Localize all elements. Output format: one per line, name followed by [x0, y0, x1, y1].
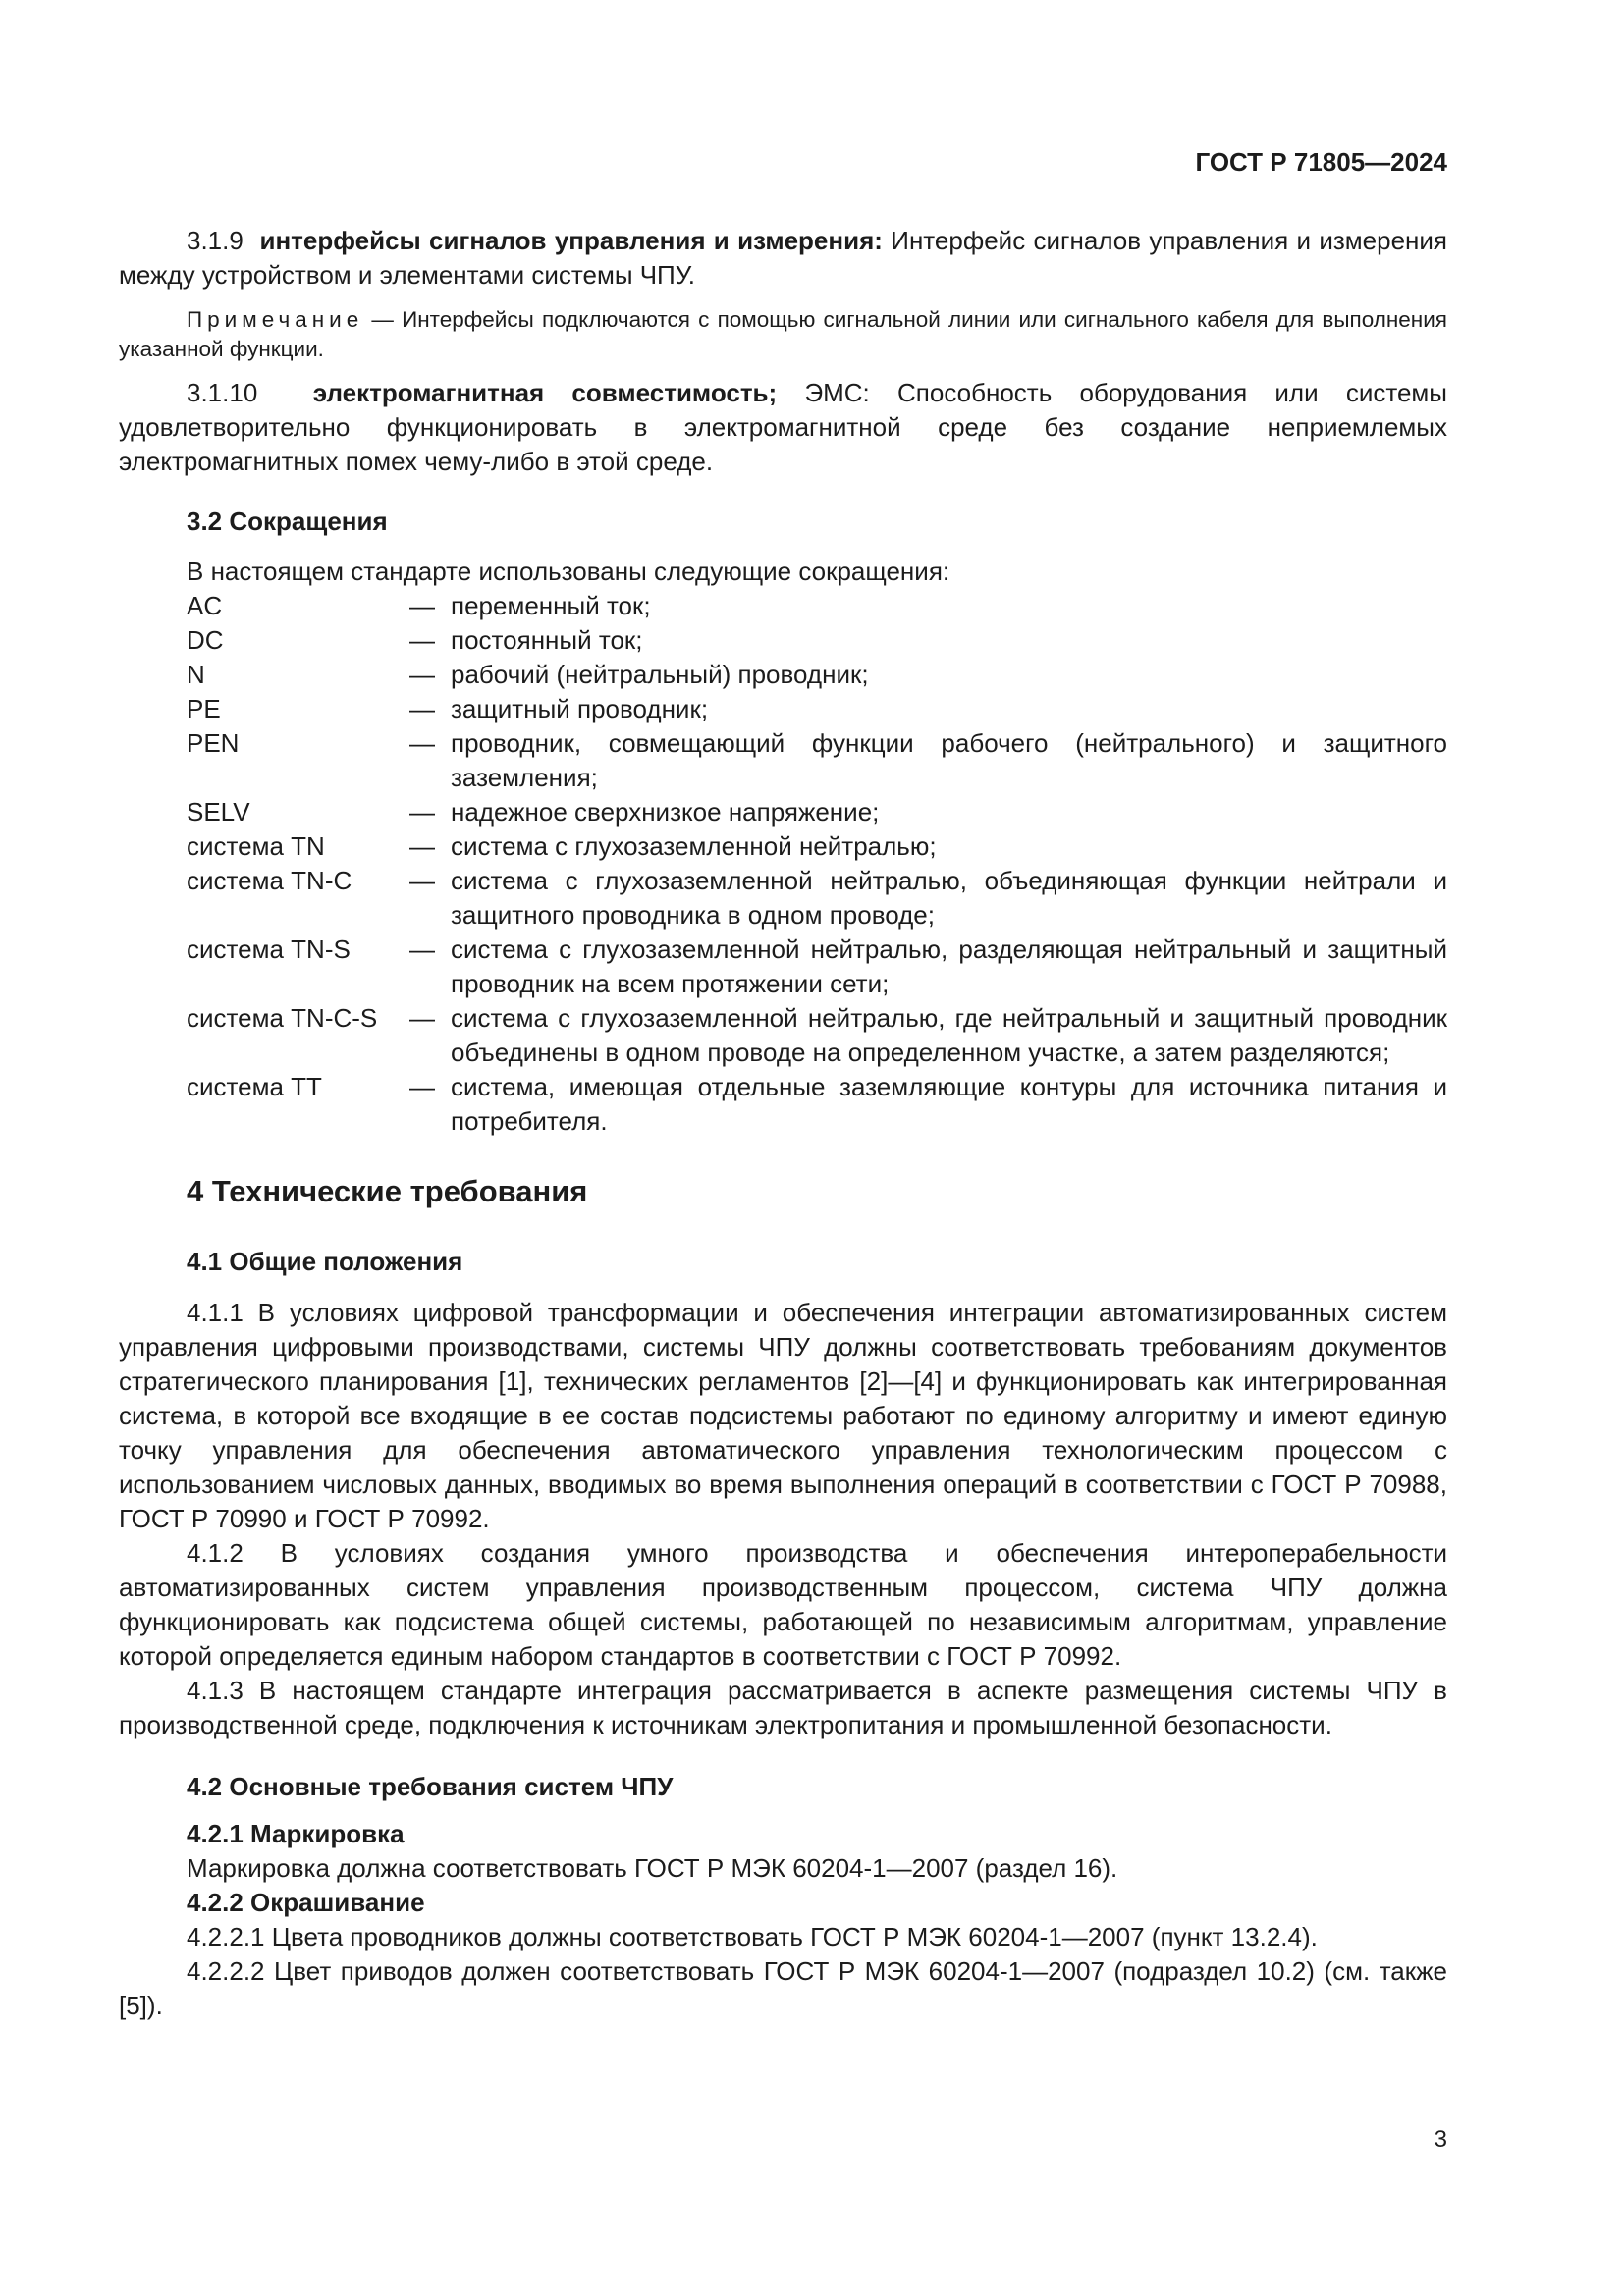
abbreviations-list: [187, 589, 1447, 1139]
abbreviation-dash: —: [409, 728, 435, 758]
definition-number: 3.1.9: [187, 226, 244, 255]
abbreviation-dash: —: [409, 866, 435, 895]
abbreviation-row: [187, 795, 1447, 829]
document-id-header: ГОСТ Р 71805—2024: [1195, 147, 1447, 177]
abbreviation-dash: —: [409, 625, 435, 655]
abbreviation-definition: система с глухозаземленной нейтралью, объединяющая функции нейтрали и защитного проводника в одном проводе;: [451, 866, 1447, 930]
abbreviation-definition: система с глухозаземленной нейтралью, где нейтральный и защитный проводник объединены в одном проводе на определенном участке, а затем разделяются;: [451, 1003, 1447, 1067]
abbreviation-row: [187, 692, 1447, 726]
paragraph-4-1-3: 4.1.3 В настоящем стандарте интеграция рассматривается в аспекте размещения системы ЧПУ в производственной среде, подключения к источникам электропитания и промышленной безопасности.: [119, 1676, 1447, 1739]
abbreviation-definition: переменный ток;: [451, 591, 651, 620]
page-body: [119, 224, 1447, 2023]
abbreviations-intro: В настоящем стандарте использованы следующие сокращения:: [187, 557, 950, 586]
section-4-2-2-heading: 4.2.2 Окрашивание: [187, 1888, 425, 1917]
definition-abbreviation: ЭМС:: [804, 378, 870, 407]
abbreviation-definition: защитный проводник;: [451, 694, 709, 723]
paragraph-4-1-1: 4.1.1 В условиях цифровой трансформации и обеспечения интеграции автоматизированных систем управления цифровыми производствами, системы ЧПУ должны соответствовать требованиям документов стратегического планирования [1], технических регламентов [2]—[4] и функционировать как интегрированная система, в которой все входящие в ее состав подсистемы работают по единому алгоритму и имеют единую точку управления для обеспечения автоматического управления технологическим процессом с использованием числовых данных, вводимых во время выполнения операций в соответствии с ГОСТ Р 70988, ГОСТ Р 70990 и ГОСТ Р 70992.: [119, 1298, 1447, 1533]
abbreviation-definition: система, имеющая отдельные заземляющие контуры для источника питания и потребителя.: [451, 1072, 1447, 1136]
note-label: Примечание: [187, 307, 364, 332]
abbreviation-row: [187, 829, 1447, 864]
paragraph-4-2-2-1: 4.2.2.1 Цвета проводников должны соответствовать ГОСТ Р МЭК 60204-1—2007 (пункт 13.2.4).: [187, 1922, 1318, 1951]
paragraph-4-2-2-2: 4.2.2.2 Цвет приводов должен соответствовать ГОСТ Р МЭК 60204-1—2007 (подраздел 10.2) (см. также [5]).: [119, 1956, 1447, 2020]
section-4-2-heading: 4.2 Основные требования систем ЧПУ: [187, 1772, 674, 1801]
section-4-2-1-heading: 4.2.1 Маркировка: [187, 1819, 405, 1848]
abbreviation-dash: —: [409, 1072, 435, 1101]
abbreviation-row: [187, 589, 1447, 623]
abbreviation-row: [187, 933, 1447, 1001]
paragraph-4-1-2: 4.1.2 В условиях создания умного производства и обеспечения интероперабельности автоматизированных систем управления производственным процессом, система ЧПУ должна функционировать как подсистема общей системы, работающей по независимым алгоритмам, управление которой определяется единым набором стандартов в соответствии с ГОСТ Р 70992.: [119, 1538, 1447, 1671]
abbreviation-term: система TN-C-S: [187, 1003, 378, 1033]
note-3-1-9: [119, 305, 1447, 364]
section-4-1-heading: 4.1 Общие положения: [187, 1247, 463, 1276]
abbreviation-term: PE: [187, 694, 221, 723]
abbreviation-dash: —: [409, 934, 435, 964]
definition-text: Интерфейс сигналов управления и измерения между устройством и элементами системы ЧПУ.: [119, 226, 1448, 290]
page-number: 3: [1434, 2126, 1447, 2153]
abbreviation-definition: система с глухозаземленной нейтралью;: [451, 831, 937, 861]
definition-number: 3.1.10: [187, 378, 258, 407]
definition-term: интерфейсы сигналов управления и измерения:: [259, 226, 883, 255]
abbreviation-definition: надежное сверхнизкое напряжение;: [451, 797, 880, 827]
section-3-2-heading: 3.2 Сокращения: [187, 507, 388, 536]
abbreviation-term: SELV: [187, 797, 250, 827]
abbreviation-row: [187, 623, 1447, 658]
abbreviation-definition: система с глухозаземленной нейтралью, разделяющая нейтральный и защитный проводник на всем протяжении сети;: [451, 934, 1447, 998]
definition-term: электромагнитная совместимость;: [312, 378, 778, 407]
abbreviation-term: PEN: [187, 728, 240, 758]
abbreviation-term: система TN-S: [187, 934, 351, 964]
abbreviation-row: [187, 1070, 1447, 1139]
abbreviation-dash: —: [409, 660, 435, 689]
definition-text: Способность оборудования или системы удовлетворительно функционировать в электромагнитной среде без создание неприемлемых электромагнитных помех чему-либо в этой среде.: [119, 378, 1447, 476]
abbreviation-term: DC: [187, 625, 224, 655]
abbreviation-dash: —: [409, 591, 435, 620]
paragraph-4-2-1: Маркировка должна соответствовать ГОСТ Р МЭК 60204-1—2007 (раздел 16).: [187, 1853, 1118, 1883]
abbreviation-row: [187, 658, 1447, 692]
abbreviation-definition: проводник, совмещающий функции рабочего (нейтрального) и защитного заземления;: [451, 728, 1447, 792]
abbreviation-definition: рабочий (нейтральный) проводник;: [451, 660, 869, 689]
abbreviation-term: система TN: [187, 831, 325, 861]
abbreviation-dash: —: [409, 1003, 435, 1033]
note-text: — Интерфейсы подключаются с помощью сигнальной линии или сигнального кабеля для выполнения указанной функции.: [119, 307, 1447, 361]
definition-3-1-10: [119, 376, 1447, 479]
abbreviation-term: N: [187, 660, 205, 689]
abbreviation-row: [187, 1001, 1447, 1070]
definition-3-1-9: [119, 224, 1447, 293]
section-4-heading: 4 Технические требования: [187, 1174, 588, 1208]
abbreviation-row: [187, 864, 1447, 933]
abbreviation-dash: —: [409, 797, 435, 827]
abbreviation-dash: —: [409, 694, 435, 723]
abbreviation-dash: —: [409, 831, 435, 861]
abbreviation-term: AC: [187, 591, 223, 620]
abbreviation-term: система TN-C: [187, 866, 352, 895]
abbreviation-row: [187, 726, 1447, 795]
abbreviation-definition: постоянный ток;: [451, 625, 643, 655]
abbreviation-term: система TT: [187, 1072, 322, 1101]
